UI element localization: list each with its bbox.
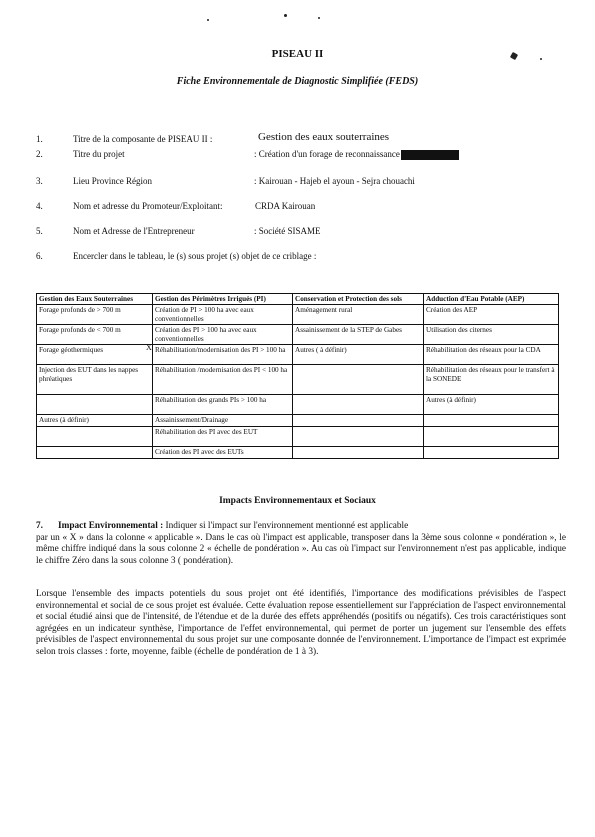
- table-row: [37, 447, 559, 459]
- field-4-value: CRDA Kairouan: [255, 201, 316, 211]
- field-2-value: : Création d'un forage de reconnaissance: [254, 149, 400, 159]
- table-cell[interactable]: [293, 447, 424, 459]
- redaction-block: [401, 150, 459, 160]
- table-cell[interactable]: Réhabilitation /modernisation des PI < 100 ha: [153, 365, 293, 395]
- table-cell[interactable]: Autres (à définir): [37, 415, 153, 427]
- table-cell[interactable]: Réhabilitation des réseaux pour le transfert à la SONEDE: [424, 365, 559, 395]
- field-4-number: 4.: [36, 201, 43, 211]
- table-cell[interactable]: Création des AEP: [424, 305, 559, 325]
- table-cell[interactable]: Autres (à définir): [424, 395, 559, 415]
- impacts-section-title: Impacts Environnementaux et Sociaux: [219, 496, 376, 506]
- table-cell[interactable]: Réhabilitation des PI avec des EUT: [153, 427, 293, 447]
- table-cell-selected[interactable]: Forage profonds de < 700 m: [37, 325, 153, 345]
- table-row: [37, 415, 559, 427]
- field-4-label: Nom et adresse du Promoteur/Exploitant:: [73, 201, 223, 211]
- field-3-label: Lieu Province Région: [73, 176, 152, 186]
- scan-speck: [284, 14, 287, 17]
- impact-paragraph-1: [36, 521, 566, 567]
- field-3-value: : Kairouan - Hajeb el ayoun - Sejra chouachi: [254, 176, 415, 186]
- impact-item-number: 7.: [36, 521, 43, 531]
- impact-item-title: Impact Environnemental :: [58, 521, 164, 531]
- document-subtitle: Fiche Environnementale de Diagnostic Simplifiée (FEDS): [176, 76, 419, 87]
- table-cell[interactable]: Assainissement de la STEP de Gabes: [293, 325, 424, 345]
- table-cell[interactable]: [293, 427, 424, 447]
- field-5-value: : Société SISAME: [254, 226, 321, 236]
- document-title: PISEAU II: [271, 48, 324, 60]
- scan-speck: [207, 19, 209, 21]
- field-5-number: 5.: [36, 226, 43, 236]
- table-cell[interactable]: Forage géothermiques: [37, 345, 153, 365]
- table-cell[interactable]: Injection des EUT dans les nappes phréatiques: [37, 365, 153, 395]
- table-cell[interactable]: [293, 415, 424, 427]
- field-2-value-wrap: [254, 149, 459, 160]
- field-6-label: Encercler dans le tableau, le (s) sous projet (s) objet de ce criblage :: [73, 251, 317, 261]
- table-cell[interactable]: [37, 427, 153, 447]
- table-cell[interactable]: Création des PI avec des EUTs: [153, 447, 293, 459]
- impact-paragraph-2: Lorsque l'ensemble des impacts potentiels du sous projet ont été identifiés, l'importance des modifications prévisibles de l'aspect environnemental et social de ce sous projet est évaluée. Cette évaluation repose essentiellement sur l'appréciation de l'aspect environnemental et social étudié ainsi que de l'intensité, de l'étendue et de la durée des effets appréhendés (positifs ou négatifs). Ces trois caractéristiques sont agrégées en un indicateur synthèse, l'importance de l'effet environnemental, qui permet de porter un jugement sur l'ensemble des effets prévisibles de l'aspect environnemental du sous projet sur une composante donnée de l'environnement. L'importance de l'impact est exprimée selon trois classes : forte, moyenne, faible (échelle de pondération de 1 à 3).: [36, 589, 566, 657]
- field-2-number: 2.: [36, 149, 43, 159]
- impact-para1-intro: Indiquer si l'impact sur l'environnement mentionné est applicable: [165, 521, 409, 531]
- table-cell[interactable]: [424, 427, 559, 447]
- table-row: [37, 325, 559, 345]
- table-cell[interactable]: Forage profonds de > 700 m: [37, 305, 153, 325]
- table-cell[interactable]: [293, 365, 424, 395]
- header-soil-conservation: Conservation et Protection des sols: [293, 294, 424, 305]
- subproject-table: [36, 293, 559, 459]
- table-cell[interactable]: [424, 415, 559, 427]
- scan-speck: [318, 17, 320, 19]
- table-cell[interactable]: Utilisation des citernes: [424, 325, 559, 345]
- table-cell[interactable]: Réhabilitation des réseaux pour la CDA: [424, 345, 559, 365]
- table-cell[interactable]: [37, 447, 153, 459]
- table-cell[interactable]: [424, 447, 559, 459]
- table-row: [37, 427, 559, 447]
- table-header-row: [37, 294, 559, 305]
- field-6-number: 6.: [36, 251, 43, 261]
- table-cell[interactable]: Autres ( à définir): [293, 345, 424, 365]
- table-cell[interactable]: Réhabilitation des grands PIs > 100 ha: [153, 395, 293, 415]
- table-row: [37, 345, 559, 365]
- field-5-label: Nom et Adresse de l'Entrepreneur: [73, 226, 195, 236]
- impact-para1-body: par un « X » dans la colonne « applicable ». Dans le cas où l'impact est applicable, transposer dans la 3ème sous colonne « pondération », le même chiffre indiqué dans la sous colonne 2 « échelle de pondération ». Au cas où l'impact sur l'environnement n'est pas applicable, indique le chiffre Zéro dans la sous colonne 3 ( pondération).: [36, 532, 566, 566]
- table-cell[interactable]: [37, 395, 153, 415]
- table-row: [37, 365, 559, 395]
- field-3-number: 3.: [36, 176, 43, 186]
- selection-mark: X: [146, 343, 152, 352]
- header-drinking-water: Adduction d'Eau Potable (AEP): [424, 294, 559, 305]
- header-groundwater: Gestion des Eaux Souterraines: [37, 294, 153, 305]
- table-cell[interactable]: Réhabilitation/modernisation des PI > 100 ha: [153, 345, 293, 365]
- table-row: [37, 395, 559, 415]
- table-cell[interactable]: [293, 395, 424, 415]
- field-1-label: Titre de la composante de PISEAU II :: [73, 134, 213, 144]
- table-cell[interactable]: Création de PI > 100 ha avec eaux conventionnelles: [153, 305, 293, 325]
- field-1-number: 1.: [36, 134, 43, 144]
- table-cell[interactable]: Création des PI > 100 ha avec eaux conventionnelles: [153, 325, 293, 345]
- table-row: [37, 305, 559, 325]
- table-cell[interactable]: Assainissement/Drainage: [153, 415, 293, 427]
- header-irrigated-perimeters: Gestion des Périmètres Irrigués (PI): [153, 294, 293, 305]
- field-1-value: Gestion des eaux souterraines: [258, 131, 390, 143]
- table-cell[interactable]: Aménagement rural: [293, 305, 424, 325]
- field-2-label: Titre du projet: [73, 149, 125, 159]
